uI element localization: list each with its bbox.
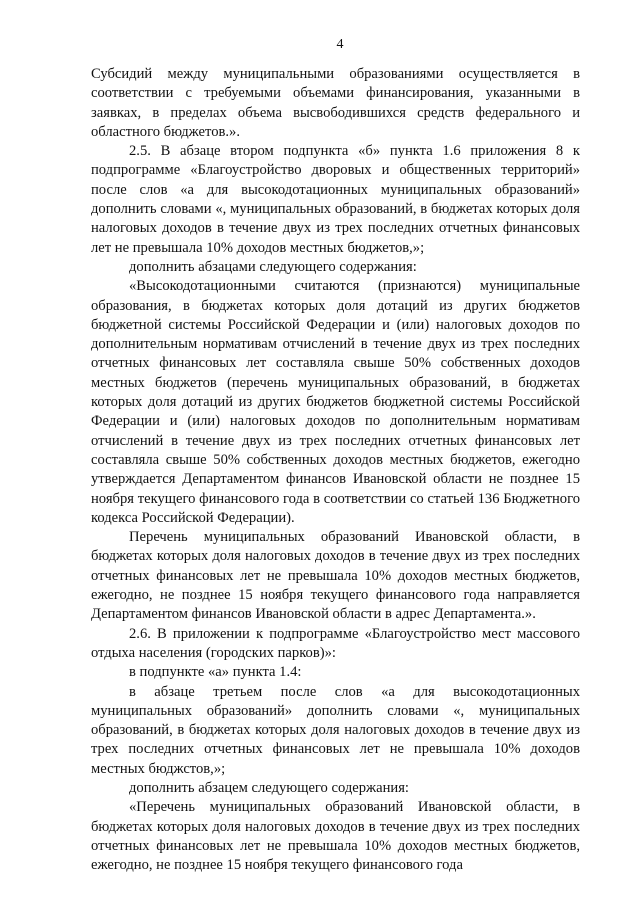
paragraph-high-subsidy-definition: «Высокодотационными считаются (признаются) муниципальные образования, в бюджетах которых доля дотаций из других бюджетов бюджетной системы Российской Федерации и (или) налоговых доходов по дополнительным нормативам отчислений в течение двух из трех последних отчетных финансовых лет составляла свыше 50% собственных доходов местных бюджетов (перечень муниципальных образований, в бюджетах которых доля дотаций из других бюджетов бюджетной системы Российской Федерации и (или) налоговых доходов по дополнительным нормативам отчислений в течение двух из трех последних отчетных финансовых лет составляла свыше 50% собственных доходов местных бюджетов, ежегодно утверждается Департаментом финансов Ивановской области не позднее 15 ноября текущего финансового года в соответствии со статьей 136 Бюджетного кодекса Российской Федерации). — [91, 278, 580, 526]
paragraph-add-subparagraph: дополнить абзацем следующего содержания: — [129, 779, 409, 796]
document-body — [91, 65, 580, 875]
page-number: 4 — [336, 37, 344, 52]
paragraph-add-paragraphs: дополнить абзацами следующего содержания: — [129, 258, 417, 275]
paragraph-municipalities-list: Перечень муниципальных образований Ивановской области, в бюджетах которых доля налоговых доходов в течение двух из трех последних отчетных финансовых лет не превышала 10% доходов местных бюджетов, ежегодно, не позднее 15 ноября текущего финансового года направляется Департаментом финансов Ивановской области в адрес Департамента.». — [91, 529, 580, 623]
paragraph-list-quote: «Перечень муниципальных образований Ивановской области, в бюджетах которых доля налоговых доходов в течение двух из трех последних отчетных финансовых лет не превышала 10% доходов местных бюджетов, ежегодно, не позднее 15 ноября текущего финансового года — [91, 799, 580, 874]
paragraph-third-subparagraph: в абзаце третьем после слов «а для высокодотационных муниципальных образований» дополнить словами «, муниципальных образований, в бюджетах которых доля налоговых доходов в течение двух из трех последних отчетных финансовых лет не превышала 10% доходов местных бюджстов,»; — [91, 683, 580, 777]
paragraph-2-5-amendment: 2.5. В абзаце втором подпункта «б» пункта 1.6 приложения 8 к подпрограмме «Благоустройство дворовых и общественных территорий» после слов «а для высокодотационных муниципальных образований» дополнить словами «, муниципальных образований, в бюджетах которых доля налоговых доходов в течение двух из трех последних отчетных финансовых лет не превышала 10% доходов местных бюджетов,»; — [91, 143, 580, 256]
paragraph-subsidy-continuation: Субсидий между муниципальными образованиями осуществляется в соответствии с требуемыми объемами финансирования, указанными в заявках, в пределах объема высвободившихся средств федерального и областного бюджетов.». — [91, 66, 580, 140]
paragraph-2-6-appendix: 2.6. В приложении к подпрограмме «Благоустройство мест массового отдыха населения (городских парков)»: — [91, 625, 580, 661]
paragraph-subitem-a: в подпункте «а» пункта 1.4: — [129, 664, 302, 681]
